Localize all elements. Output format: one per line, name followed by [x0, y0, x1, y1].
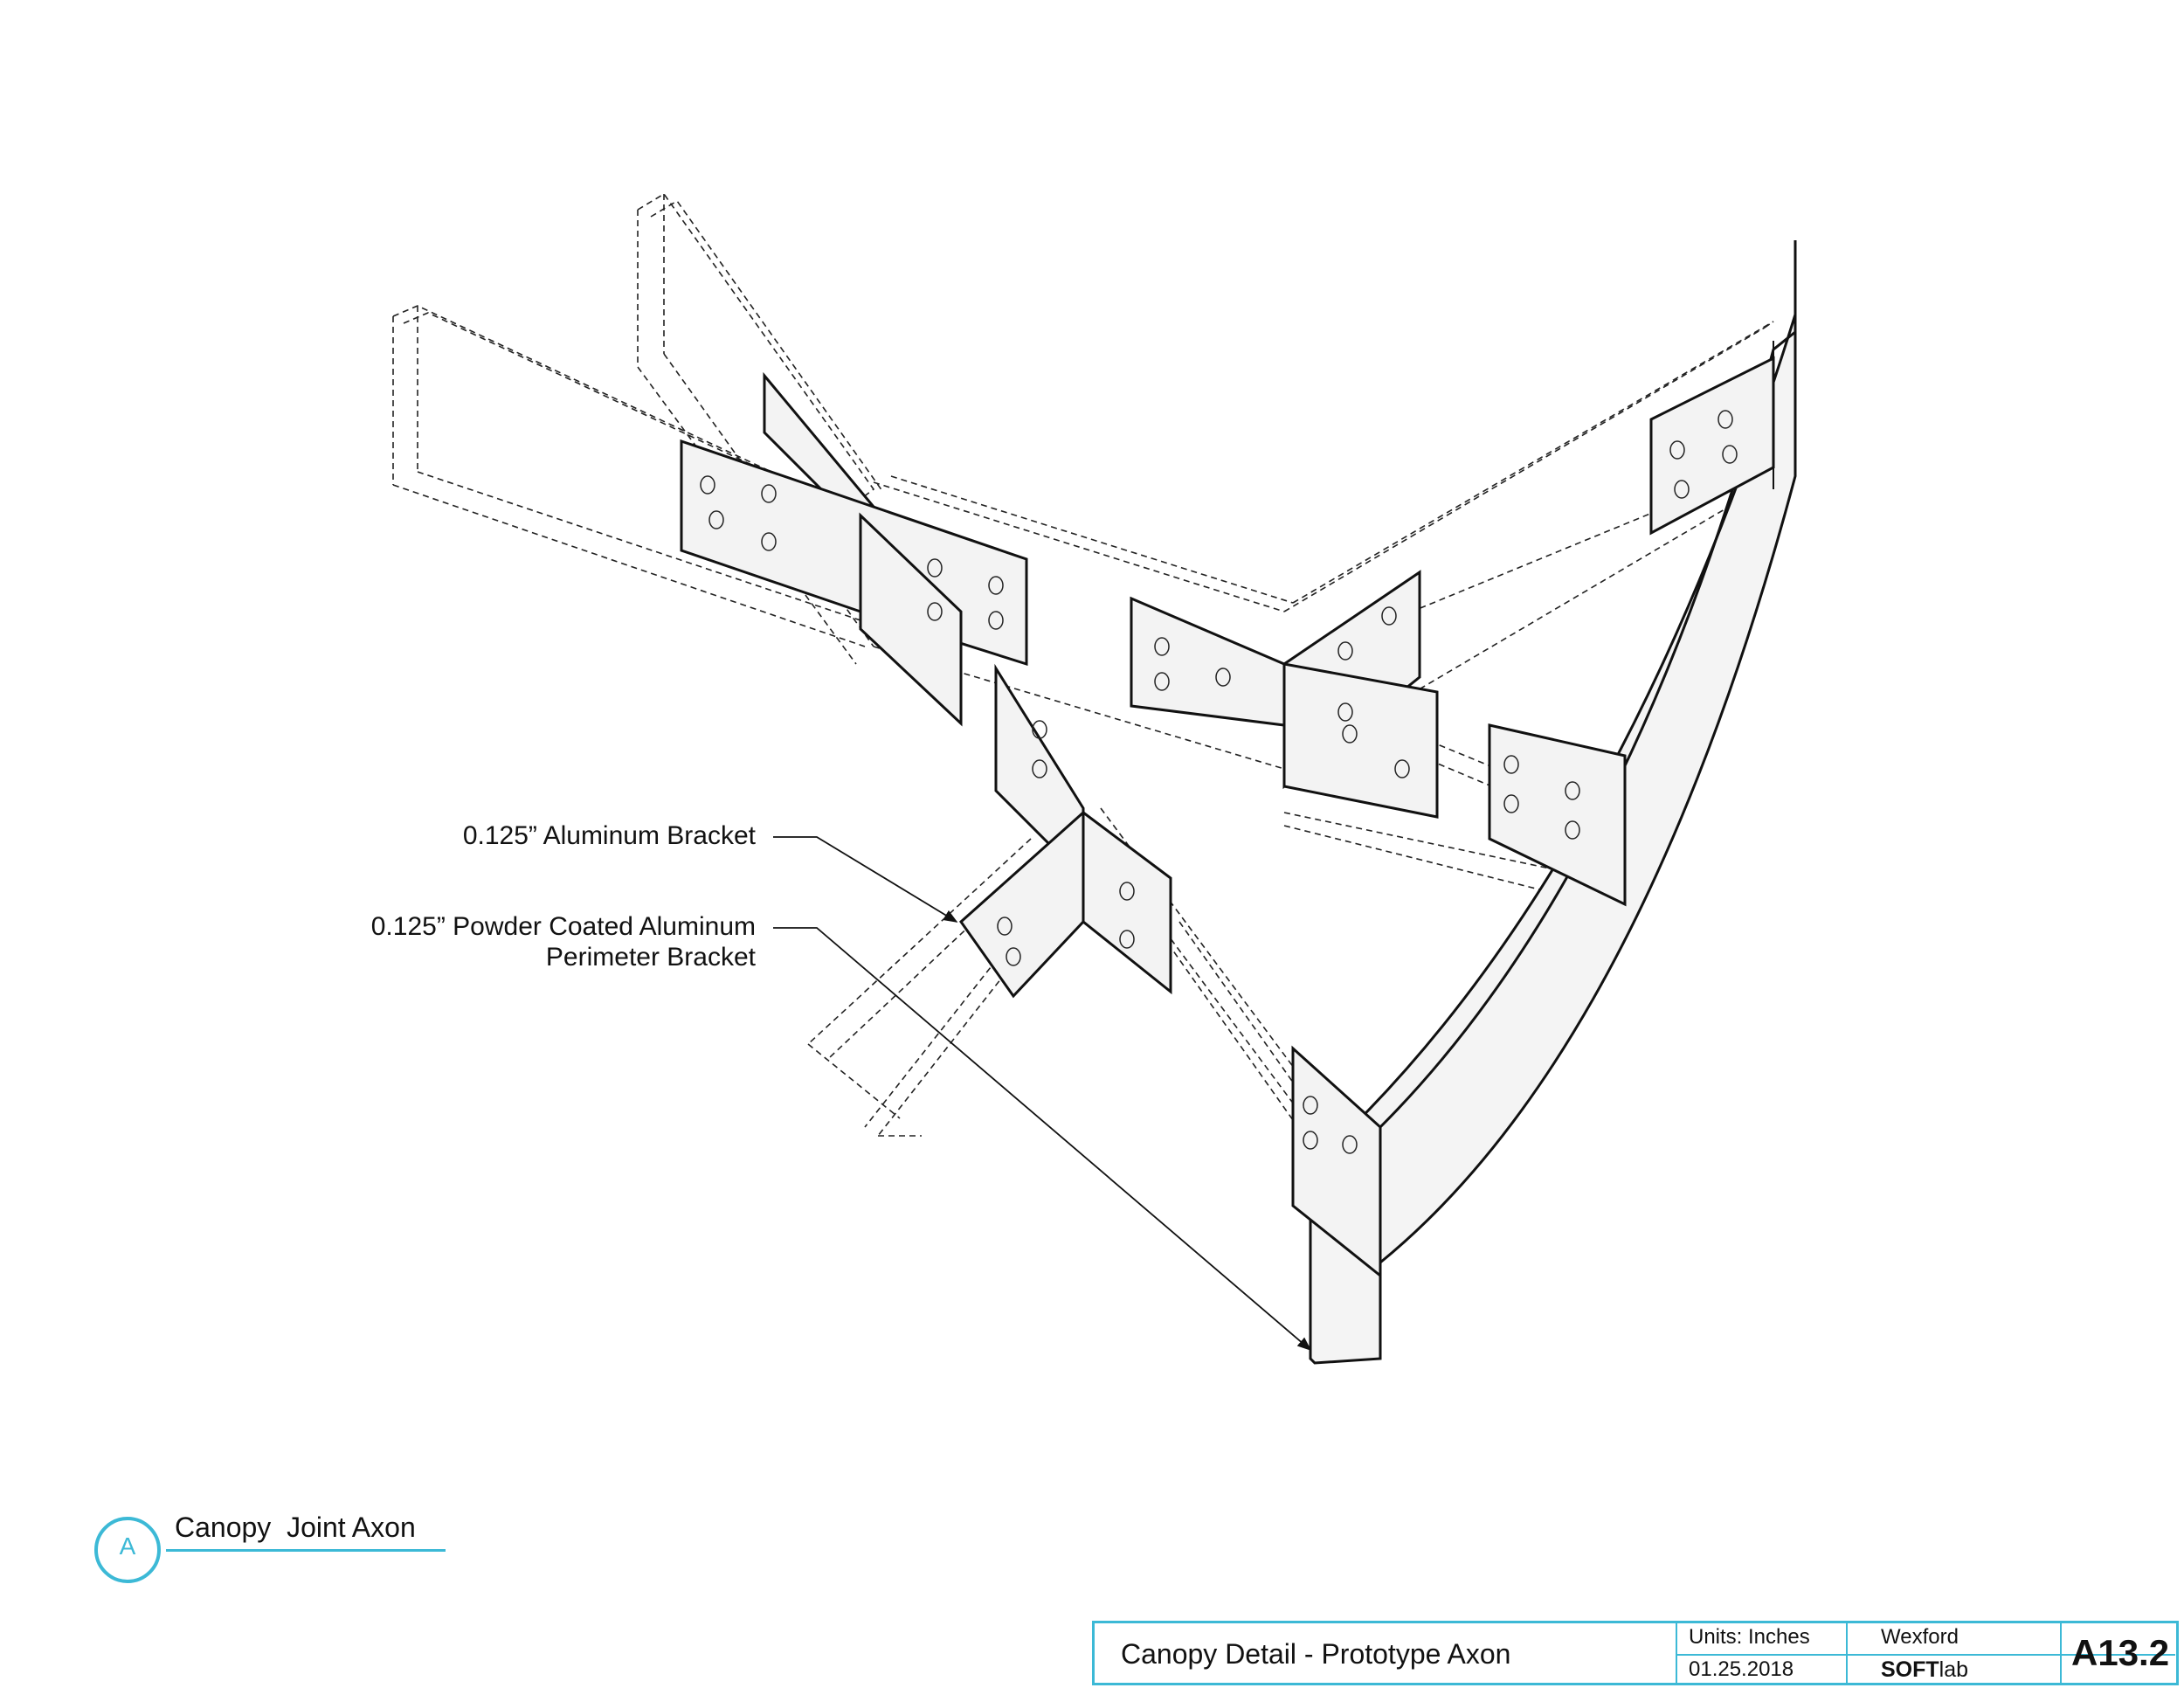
firm-logo-light: lab — [1939, 1657, 1969, 1682]
sheet-number: A13.2 — [2071, 1632, 2170, 1673]
callout-perimeter-bracket-line2: Perimeter Bracket — [545, 943, 756, 972]
hidden-members — [393, 194, 1773, 1219]
callout-aluminum-bracket: 0.125” Aluminum Bracket — [462, 821, 756, 850]
title-block-divider-3 — [2060, 1623, 2062, 1683]
bracket-upper-left-b — [681, 441, 1026, 664]
firm-logo-bold: SOFT — [1881, 1657, 1939, 1682]
bracket-center-a — [1131, 598, 1284, 725]
drawing-title: Canopy Detail - Prototype Axon — [1121, 1638, 1511, 1670]
title-block — [1092, 1621, 2179, 1685]
brackets — [681, 358, 1773, 1276]
bracket-center-c — [1284, 664, 1437, 817]
bracket-lower-a — [961, 813, 1083, 996]
view-title: Canopy Joint Axon — [175, 1512, 416, 1543]
callout-perimeter-bracket-line1: 0.125” Powder Coated Aluminum — [370, 912, 756, 941]
bracket-lower-right — [1293, 1048, 1380, 1276]
view-marker — [94, 1517, 161, 1583]
bracket-lower-b — [1083, 813, 1171, 992]
project-label: Wexford — [1881, 1625, 1959, 1649]
title-block-divider-1 — [1676, 1623, 1677, 1683]
view-letter: A — [119, 1532, 136, 1560]
leader-perimeter — [773, 928, 1310, 1350]
title-block-divider-2 — [1846, 1623, 1848, 1683]
units-label: Units: Inches — [1689, 1625, 1810, 1649]
view-title-underline — [166, 1549, 446, 1552]
date-label: 01.25.2018 — [1689, 1657, 1794, 1681]
firm-logo — [1881, 1657, 1968, 1683]
leader-bracket — [773, 837, 957, 922]
